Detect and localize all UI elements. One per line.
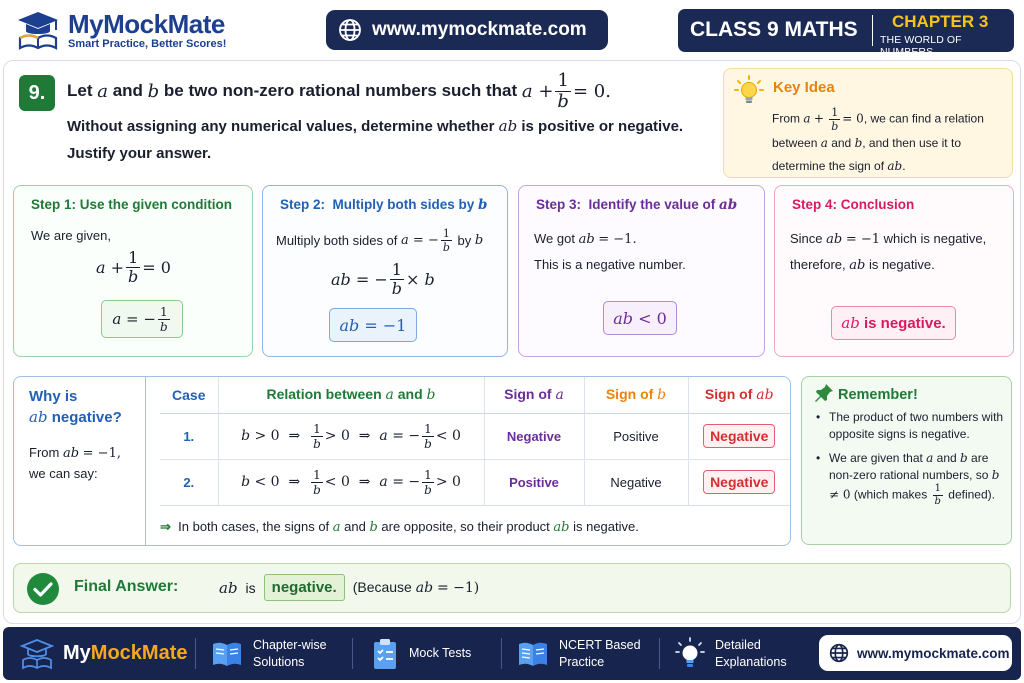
step-2-text: Multiply both sides of a = − $\frac{1}{b}$ by b xyxy=(276,227,484,254)
open-book-icon xyxy=(211,640,243,668)
table-row xyxy=(160,459,790,505)
remember-title: Remember! xyxy=(838,387,918,403)
case-number: 1. xyxy=(160,413,218,459)
step-1-result: a = − $\frac{1}{b}$ xyxy=(101,300,183,338)
step-3-text-1: We got ab = −1. xyxy=(534,231,637,247)
step-4-title: Step 4: Conclusion xyxy=(792,197,915,212)
question-number: 9. xyxy=(19,75,55,111)
key-idea-text: From a + $\frac{1}{b}$ = 0, we can find a relation between a and b, and then use it to determine the sign of ab. xyxy=(772,106,984,173)
divider xyxy=(872,15,873,46)
footer-ncert-practice[interactable] xyxy=(517,627,641,680)
book-icon xyxy=(517,640,549,668)
check-circle-icon xyxy=(26,572,60,606)
col-case: Case xyxy=(160,377,218,413)
footer-brand-b: MockMate xyxy=(90,642,188,664)
question-line-2: Without assigning any numerical values, determine whether ab is positive or negative. xyxy=(67,117,684,135)
globe-icon xyxy=(829,643,849,663)
step-4-result: ab is negative. xyxy=(831,306,956,340)
final-answer-reason: (Because ab = −1) xyxy=(352,579,480,596)
negative-badge: Negative xyxy=(703,470,775,494)
why-panel xyxy=(13,376,145,546)
step-2-equation: ab = − $\frac{1}{b}$ × b xyxy=(331,260,435,298)
key-idea-title: Key Idea xyxy=(773,79,835,96)
brand-name: MyMockMate xyxy=(68,9,225,39)
step-3-result: ab < 0 xyxy=(603,301,677,335)
remember-card xyxy=(801,376,1012,545)
graduation-cap-book-icon xyxy=(14,6,62,54)
list-item: • We are given that a and b are non-zero rational numbers, so b ≠ 0 (which makes $\frac{1}{b}$ defined). xyxy=(816,450,1008,507)
class-label: CLASS 9 MATHS xyxy=(690,18,858,41)
why-text: From ab = −1, we can say: xyxy=(29,445,121,481)
step-4-card xyxy=(774,185,1014,357)
step-2-card xyxy=(262,185,508,357)
question-line-3: Justify your answer. xyxy=(67,145,212,162)
why-title: Why is ab negative? xyxy=(29,388,122,426)
final-answer-value xyxy=(219,574,479,601)
chapter-label: CHAPTER 3 xyxy=(892,12,989,31)
final-answer-subject: ab xyxy=(219,578,238,597)
final-answer-bar xyxy=(13,563,1011,613)
footer-item-label: Mock Tests xyxy=(409,646,472,660)
step-3-text-2: This is a negative number. xyxy=(534,257,686,272)
footer-brand[interactable] xyxy=(19,627,188,680)
graduation-cap-book-icon xyxy=(19,636,55,672)
table-row xyxy=(160,413,790,459)
brand-tagline: Smart Practice, Better Scores! xyxy=(68,38,227,50)
step-1-title: Step 1: Use the given condition xyxy=(31,197,233,212)
lightbulb-icon xyxy=(675,637,705,671)
negative-badge: Negative xyxy=(703,424,775,448)
col-sign-a: Sign of a xyxy=(484,377,584,413)
step-4-text-1: Since ab = −1 which is negative, xyxy=(790,231,987,247)
step-3-title: Step 3: Identify the value of ab xyxy=(536,197,738,213)
step-1-card xyxy=(13,185,253,357)
col-relation: Relation between a and b xyxy=(218,377,484,413)
website-url: www.mymockmate.com xyxy=(372,19,587,40)
sign-ab-cell xyxy=(688,413,790,459)
step-3-card xyxy=(518,185,765,357)
col-sign-b: Sign of b xyxy=(584,377,688,413)
lightbulb-icon xyxy=(734,75,764,107)
cases-table xyxy=(160,377,790,506)
footer-url: www.mymockmate.com xyxy=(857,645,1010,661)
step-2-title: Step 2: Multiply both sides by b xyxy=(280,197,488,213)
table-header-row xyxy=(160,377,790,413)
divider xyxy=(352,638,353,669)
step-1-equation: a + $\frac{1}{b}$ = 0 xyxy=(96,248,171,286)
sign-b-cell: Negative xyxy=(584,459,688,505)
footer-chapter-wise-solutions[interactable] xyxy=(211,627,327,680)
footer-brand-a: My xyxy=(63,642,91,664)
divider xyxy=(195,638,196,669)
relation-cell: b < 0 ⇒ $\frac{1}{b}$ < 0 ⇒ a = − $\frac{1}{b}$ > 0 xyxy=(218,459,484,505)
header xyxy=(0,0,1024,62)
divider xyxy=(501,638,502,669)
table-note: ⇒ In both cases, the signs of a and b are opposite, so their product ab is negative. xyxy=(160,519,639,535)
relation-cell: b > 0 ⇒ $\frac{1}{b}$ > 0 ⇒ a = − $\frac{1}{b}$ < 0 xyxy=(218,413,484,459)
final-answer-badge: negative. xyxy=(264,574,345,601)
divider xyxy=(659,638,660,669)
chapter-title: THE WORLD OF NUMBERS xyxy=(880,34,962,58)
pushpin-icon xyxy=(814,383,834,405)
sign-ab-cell xyxy=(688,459,790,505)
globe-icon xyxy=(338,18,362,42)
col-sign-ab: Sign of ab xyxy=(688,377,790,413)
step-4-text-2: therefore, ab is negative. xyxy=(790,257,935,273)
sign-a-cell: Negative xyxy=(484,413,584,459)
question-line-1: Let a and b be two non-zero rational numbers such that a + $\frac{1}{b}$ = 0. xyxy=(67,69,611,112)
key-idea-card xyxy=(723,68,1013,178)
footer-bar xyxy=(3,627,1021,680)
footer-detailed-explanations[interactable] xyxy=(675,627,787,680)
footer-item-label: NCERT Based Practice xyxy=(559,637,641,669)
footer-item-label: Chapter-wise Solutions xyxy=(253,637,327,669)
website-link[interactable] xyxy=(326,10,608,50)
clipboard-checklist-icon xyxy=(371,638,399,670)
final-answer-verb: is xyxy=(245,579,256,596)
case-number: 2. xyxy=(160,459,218,505)
step-1-text: We are given, xyxy=(31,228,111,243)
brand-logo[interactable] xyxy=(14,6,226,54)
final-answer-label: Final Answer: xyxy=(74,578,179,595)
footer-mock-tests[interactable] xyxy=(371,627,471,680)
step-2-result: ab = −1 xyxy=(329,308,417,342)
footer-website-link[interactable] xyxy=(819,635,1012,671)
list-item: • The product of two numbers with opposite signs is negative. xyxy=(816,409,1008,443)
cases-table-panel xyxy=(145,376,791,546)
arrow-right-icon: ⇒ xyxy=(160,519,171,534)
footer-item-label: Detailed Explanations xyxy=(715,637,787,669)
sign-b-cell: Positive xyxy=(584,413,688,459)
remember-list xyxy=(816,409,1008,514)
sign-a-cell: Positive xyxy=(484,459,584,505)
class-chapter-badge xyxy=(678,9,1014,58)
